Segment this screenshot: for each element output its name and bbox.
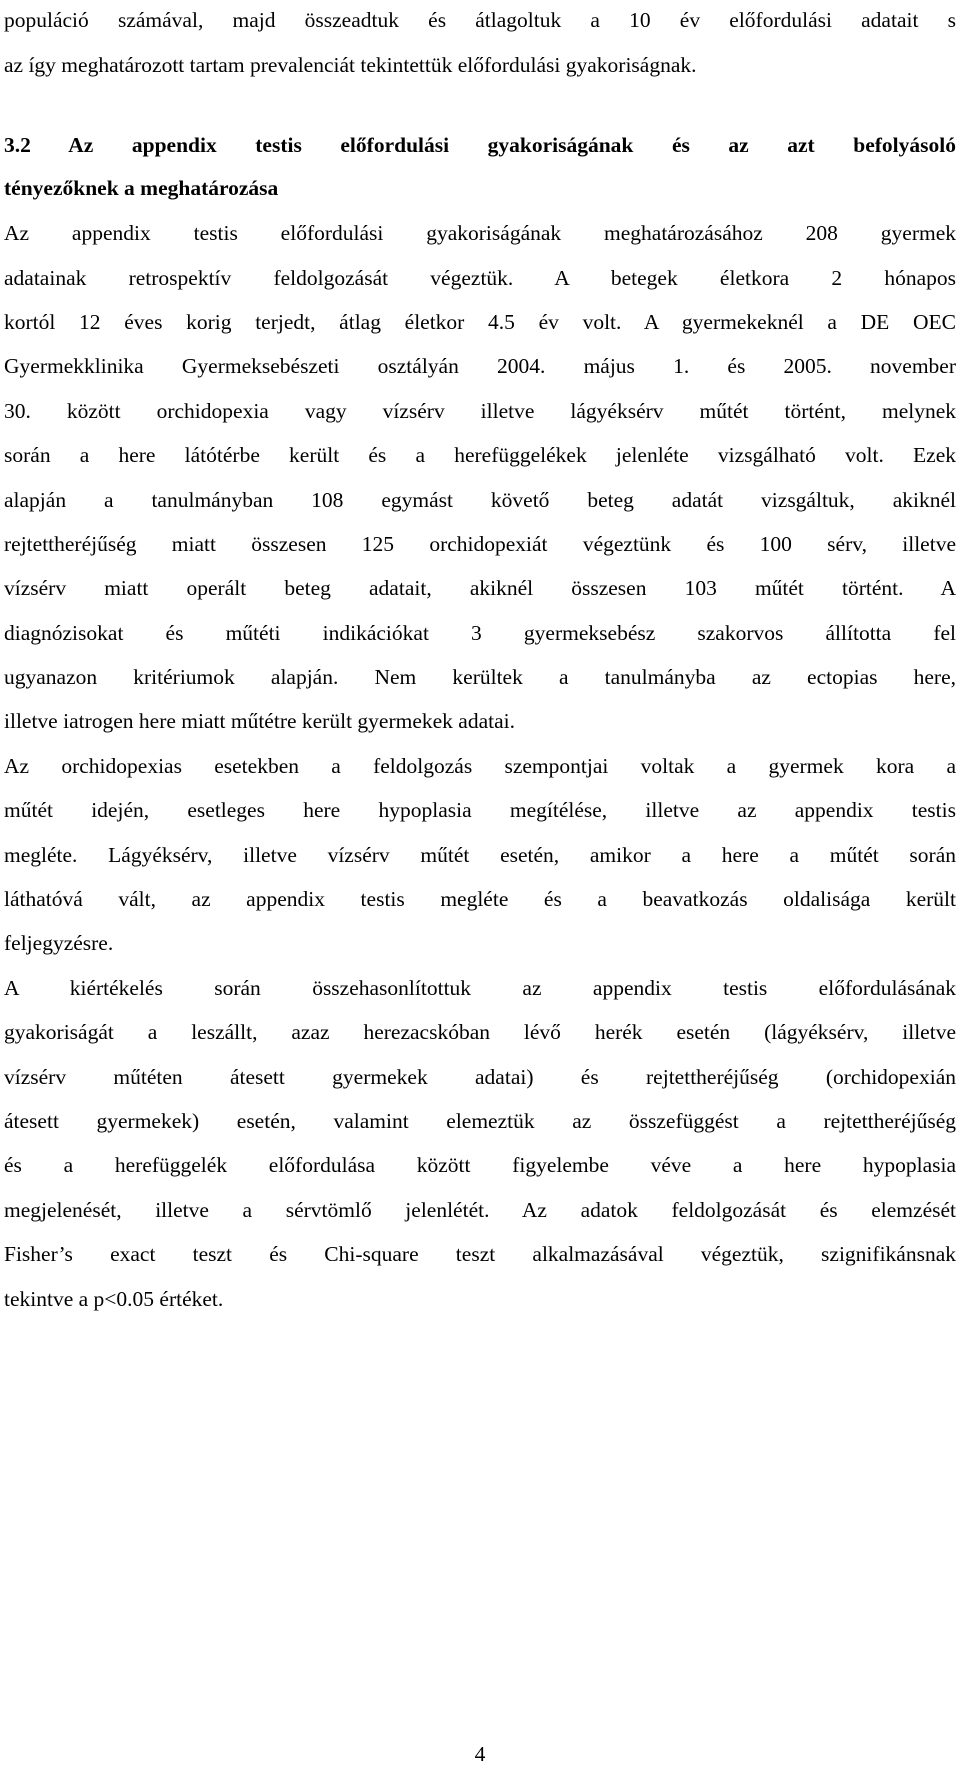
paragraph2-line: műtét idején, esetleges here hypoplasia megítélése, illetve az appendix testis: [4, 798, 956, 822]
paragraph2-line: feljegyzésre.: [4, 931, 114, 955]
paragraph3-line: tekintve a p<0.05 értéket.: [4, 1287, 224, 1311]
paragraph3-line: Fisher’s exact teszt és Chi-square teszt alkalmazásával végeztük, szignifikánsnak: [4, 1242, 956, 1266]
paragraph1-line: vízsérv miatt operált beteg adatait, akiknél összesen 103 műtét történt. A: [4, 576, 956, 600]
paragraph1-line: során a here látótérbe került és a herefüggelékek jelenléte vizsgálható volt. Ezek: [4, 443, 956, 467]
paragraph3-line: és a herefüggelék előfordulása között figyelembe véve a here hypoplasia: [4, 1153, 956, 1177]
paragraph1-line: adatainak retrospektív feldolgozását végeztük. A betegek életkora 2 hónapos: [4, 266, 956, 290]
paragraph2-line: láthatóvá vált, az appendix testis megléte és a beavatkozás oldalisága került: [4, 887, 956, 911]
paragraph1-line: Az appendix testis előfordulási gyakoriságának meghatározásához 208 gyermek: [4, 221, 956, 245]
paragraph1-line: Gyermekklinika Gyermeksebészeti osztályán 2004. május 1. és 2005. november: [4, 354, 956, 378]
section-heading-line: 3.2 Az appendix testis előfordulási gyakoriságának és az azt befolyásoló: [4, 133, 956, 157]
paragraph1-line: rejtettheréjűség miatt összesen 125 orchidopexiát végeztünk és 100 sérv, illetve: [4, 532, 956, 556]
paragraph3-line: A kiértékelés során összehasonlítottuk az appendix testis előfordulásának: [4, 976, 956, 1000]
section-heading-line: tényezőknek a meghatározása: [4, 176, 279, 200]
paragraph3-line: vízsérv műtéten átesett gyermekek adatai) és rejtettheréjűség (orchidopexián: [4, 1065, 956, 1089]
paragraph3-line: átesett gyermekek) esetén, valamint elemeztük az összefüggést a rejtettheréjűség: [4, 1109, 956, 1133]
paragraph2-line: megléte. Lágyéksérv, illetve vízsérv műtét esetén, amikor a here a műtét során: [4, 843, 956, 867]
paragraph1-line: kortól 12 éves korig terjedt, átlag életkor 4.5 év volt. A gyermekeknél a DE OEC: [4, 310, 956, 334]
paragraph3-line: gyakoriságát a leszállt, azaz herezacskóban lévő herék esetén (lágyéksérv, illetve: [4, 1020, 956, 1044]
intro-line: populáció számával, majd összeadtuk és átlagoltuk a 10 év előfordulási adatait s: [4, 8, 956, 32]
intro-line: az így meghatározott tartam prevalenciát tekintettük előfordulási gyakoriságnak.: [4, 53, 697, 77]
paragraph1-line: 30. között orchidopexia vagy vízsérv illetve lágyéksérv műtét történt, melynek: [4, 399, 956, 423]
paragraph2-line: Az orchidopexias esetekben a feldolgozás szempontjai voltak a gyermek kora a: [4, 754, 956, 778]
paragraph3-line: megjelenését, illetve a sérvtömlő jelenlétét. Az adatok feldolgozását és elemzését: [4, 1198, 956, 1222]
paragraph1-line: alapján a tanulmányban 108 egymást követő beteg adatát vizsgáltuk, akiknél: [4, 488, 956, 512]
paragraph1-line: diagnózisokat és műtéti indikációkat 3 gyermeksebész szakorvos állította fel: [4, 621, 956, 645]
paragraph1-line: illetve iatrogen here miatt műtétre került gyermekek adatai.: [4, 709, 516, 733]
paragraph1-line: ugyanazon kritériumok alapján. Nem kerültek a tanulmányba az ectopias here,: [4, 665, 956, 689]
page-number: 4: [474, 1742, 486, 1766]
